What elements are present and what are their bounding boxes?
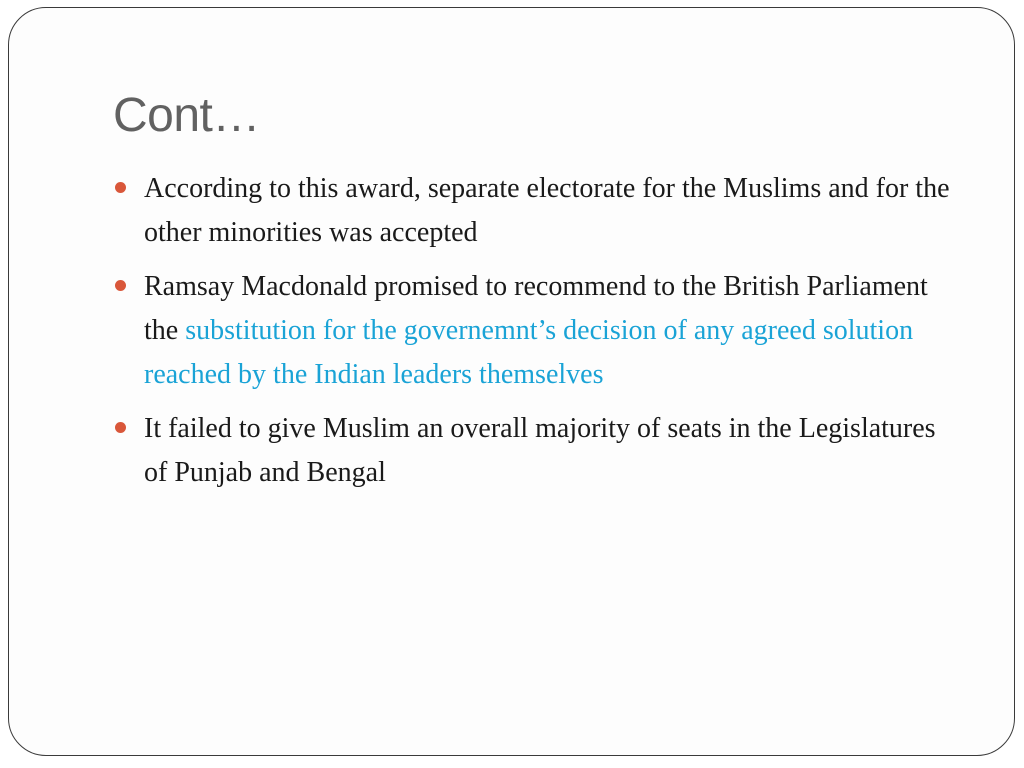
- bullet-list: [114, 167, 964, 505]
- bullet-dot-icon: [115, 422, 126, 433]
- bullet-dot-icon: [115, 182, 126, 193]
- bullet-text: It failed to give Muslim an overall majority of seats in the Legislatures of Punjab and Bengal: [144, 413, 936, 488]
- bullet-text: Ramsay Macdonald promised to recommend to the British Parliament the: [144, 271, 928, 346]
- bullet-text: According to this award, separate electorate for the Muslims and for the other minorities was accepted: [144, 173, 950, 248]
- bullet-item: [114, 167, 964, 255]
- bullet-item: [114, 407, 964, 495]
- highlighted-text: substitution for the governemnt’s decision of any agreed solution reached by the Indian leaders themselves: [144, 315, 914, 390]
- bullet-item: [114, 265, 964, 397]
- slide-title: Cont…: [113, 89, 260, 142]
- bullet-dot-icon: [115, 280, 126, 291]
